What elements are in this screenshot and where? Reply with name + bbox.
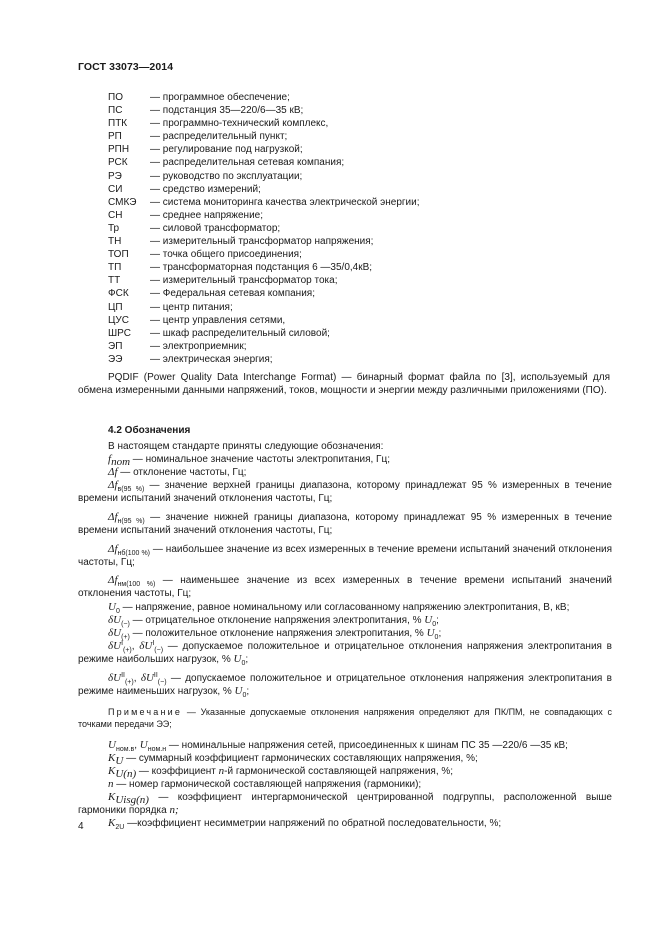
abbreviation-definition: — программное обеспечение;	[150, 92, 290, 103]
abbreviation-definition: — трансформаторная подстанция 6 —35/0,4кВ;	[150, 262, 373, 274]
abbreviation-definition: — центр питания;	[150, 301, 233, 313]
abbreviation-definition: — средство измерений;	[150, 183, 261, 195]
note-label: Примечание	[108, 706, 183, 717]
abbreviation-row	[108, 274, 419, 287]
abbreviation-row	[108, 170, 419, 183]
abbreviation-definition: — система мониторинга качества электрической энергии;	[150, 196, 420, 208]
symbol-du-i: $\delta U^I_{(+)}$, $\delta U^I_{(-)}$ — допускаемое положительное и отрицательное отклонения напряжения электропитания в режиме наибольших нагрузок, % $U_0$;	[78, 639, 612, 667]
abbreviation-definition: — Федеральная сетевая компания;	[150, 288, 315, 300]
abbreviation-row	[108, 248, 419, 261]
abbreviation-definition: — измерительный трансформатор напряжения;	[150, 236, 374, 248]
abbreviation-row	[108, 222, 419, 235]
abbreviation-row	[108, 130, 419, 143]
symbol-kun: $K_{U(n)}$ — коэффициент n-й гармонической составляющей напряжения, %;	[108, 764, 454, 780]
abbreviation-list	[108, 91, 419, 366]
abbreviation-term: ПО	[108, 92, 123, 103]
abbreviation-row	[108, 287, 419, 300]
abbreviation-row	[108, 209, 419, 222]
abbreviation-term: ТП	[108, 262, 122, 274]
abbreviation-term: ТН	[108, 236, 122, 248]
abbreviation-definition: — точка общего присоединения;	[150, 249, 302, 261]
abbreviation-definition: — электроприемник;	[150, 340, 247, 352]
abbreviation-term: ЭП	[108, 340, 123, 352]
symbol-fnom: $f_{nom}$ — номинальное значение частоты электропитания, Гц;	[108, 453, 390, 469]
abbreviation-term: ПС	[108, 105, 123, 117]
abbreviation-term: ЭЭ	[108, 353, 123, 365]
section-title: 4.2 Обозначения	[108, 425, 191, 436]
abbreviation-definition: — руководство по эксплуатации;	[150, 170, 303, 182]
abbreviation-row	[108, 353, 419, 366]
abbreviation-term: Тр	[108, 222, 120, 234]
abbreviation-definition: — распределительный пункт;	[150, 131, 288, 143]
symbol-du-plus: $\delta U_{(+)}$ — положительное отклонение напряжения электропитания, % $U_0$;	[108, 626, 442, 641]
abbreviation-term: ТТ	[108, 275, 121, 287]
abbreviation-term: СН	[108, 209, 123, 221]
abbreviation-row	[108, 104, 419, 117]
note: Примечание — Указанные допускаемые отклонения напряжения определяют для ПК/ПМ, не совпадающих с точками передачи ЭЭ;	[78, 706, 612, 729]
symbol-k2u: $K_{2U}$ —коэффициент несимметрии напряжений по обратной последовательности, %;	[108, 817, 502, 832]
abbreviation-term: РПН	[108, 144, 130, 156]
abbreviation-row	[108, 91, 419, 104]
symbol-df: Δf — отклонение частоты, Гц;	[108, 466, 247, 479]
abbreviation-row	[108, 156, 419, 169]
symbol-df-min: $\Delta f_{нм(100 \%)}$ — наименьшее значение из всех измеренных в течение времени испытаний значений отклонения частоты, Гц;	[78, 574, 612, 600]
abbreviation-row	[108, 340, 419, 353]
abbreviation-term: СИ	[108, 183, 123, 195]
abbreviation-definition: — программно-технический комплекс,	[150, 118, 329, 130]
abbreviation-row	[108, 314, 419, 327]
pqdif-definition: PQDIF (Power Quality Data Interchange Format) — бинарный формат файла по [3], используемый для обмена измеренными данными напряжений, токов, мощности и энергии между различными приложениями (ПО).	[78, 372, 610, 397]
abbreviation-row	[108, 261, 419, 274]
abbreviation-row	[108, 117, 419, 130]
symbol-ku: $K_U$ — суммарный коэффициент гармонических составляющих напряжения, %;	[108, 751, 478, 767]
abbreviation-row	[108, 196, 419, 209]
abbreviation-definition: — среднее напряжение;	[150, 209, 264, 221]
symbol-kuisg: $K_{Uisg(n)}$ — коэффициент интергармонической центрированной подгруппы, расположенной выше гармоники порядка n;	[78, 791, 612, 817]
abbreviation-term: РСК	[108, 157, 128, 169]
abbreviation-term: ФСК	[108, 288, 129, 300]
abbreviation-term: ЦУС	[108, 314, 129, 326]
abbreviation-definition: — измерительный трансформатор тока;	[150, 275, 338, 287]
abbreviation-definition: — распределительная сетевая компания;	[150, 157, 345, 169]
symbols-intro: В настоящем стандарте приняты следующие обозначения:	[108, 441, 384, 452]
abbreviation-term: ПТК	[108, 118, 128, 130]
symbol-u0: $U_0$ — напряжение, равное номинальному или согласованному напряжению электропитания, В, кВ;	[108, 600, 570, 615]
abbreviation-definition: — силовой трансформатор;	[150, 222, 281, 234]
abbreviation-term: ШРС	[108, 327, 131, 339]
symbol-n: n — номер гармонической составляющей напряжения (гармоники);	[108, 777, 422, 790]
symbol-du-minus: $\delta U_{(-)}$ — отрицательное отклонение напряжения электропитания, % $U_0$;	[108, 613, 439, 628]
symbol-df-max: $\Delta f_{нб(100 \%)}$ — наибольшее значение из всех измеренных в течение времени испытаний значений отклонения частоты, Гц;	[78, 542, 612, 568]
abbreviation-row	[108, 143, 419, 156]
abbreviation-term: РП	[108, 131, 122, 143]
abbreviation-row	[108, 327, 419, 340]
symbol-df-lower: $\Delta f_{н(95 \%)}$ — значение нижней границы диапазона, которому принадлежат 95 % измеренных в течение времени испытаний значений отклонения частоты, Гц;	[78, 510, 613, 537]
abbreviation-row	[108, 301, 419, 314]
abbreviation-row	[108, 235, 419, 248]
abbreviation-definition: — подстанция 35—220/6—35 кВ;	[150, 105, 304, 117]
symbols-section	[78, 440, 612, 830]
abbreviation-term: РЭ	[108, 170, 122, 182]
abbreviation-term: ТОП	[108, 249, 129, 261]
abbreviation-row	[108, 183, 419, 196]
symbol-df-upper: $\Delta f_{в(95 \%)}$ — значение верхней границы диапазона, которому принадлежат 95 % измеренных в течение времени испытаний значений отклонения частоты, Гц;	[78, 479, 612, 505]
abbreviation-term: СМКЭ	[108, 196, 137, 208]
abbreviation-definition: — регулирование под нагрузкой;	[150, 144, 303, 156]
abbreviation-definition: — шкаф распределительный силовой;	[150, 327, 330, 339]
page-number: 4	[78, 821, 84, 832]
abbreviation-definition: — центр управления сетями,	[150, 314, 286, 326]
abbreviation-definition: — электрическая энергия;	[150, 353, 273, 365]
page-header: ГОСТ 33073—2014	[78, 61, 174, 73]
abbreviation-term: ЦП	[108, 301, 123, 313]
symbol-unom: $U_{ном.в}$, $U_{ном.н}$ — номинальные напряжения сетей, присоединенных к шинам ПС 35 —220/6 —35 кВ;	[108, 738, 568, 753]
symbol-du-ii: $\delta U^{II}_{(+)}$, $\delta U^{II}_{(-)}$ — допускаемое положительное и отрицательное отклонения напряжения электропитания в режиме наименьших нагрузок, % $U_0$;	[78, 671, 612, 699]
